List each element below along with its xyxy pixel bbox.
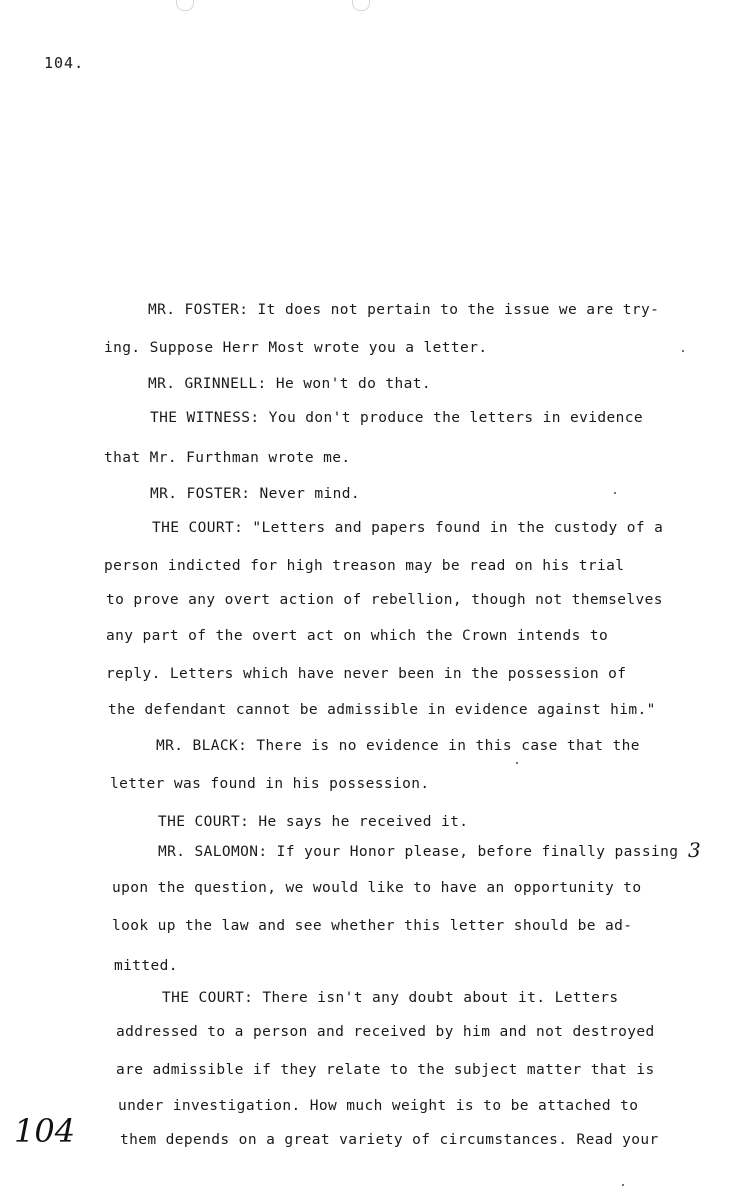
text-line: any part of the overt act on which the Crown intends to xyxy=(106,628,609,644)
text-line: THE COURT: "Letters and papers found in the custody of a xyxy=(152,520,664,536)
text-line: the defendant cannot be admissible in evidence against him." xyxy=(108,702,656,718)
text-line: THE WITNESS: You don't produce the letters in evidence xyxy=(150,410,644,426)
handwritten-page-number: 104 xyxy=(14,1112,76,1150)
text-line: reply. Letters which have never been in the possession of xyxy=(106,666,627,682)
margin-mark: 3 xyxy=(688,838,701,862)
text-line: addressed to a person and received by him and not destroyed xyxy=(116,1024,655,1040)
text-line: THE COURT: He says he received it. xyxy=(158,814,469,830)
text-line: under investigation. How much weight is to be attached to xyxy=(118,1098,639,1114)
punch-hole xyxy=(176,0,194,11)
page-number: 104. xyxy=(44,54,85,72)
text-line: MR. GRINNELL: He won't do that. xyxy=(148,376,432,392)
text-line: ing. Suppose Herr Most wrote you a letter. xyxy=(104,340,488,356)
text-line: MR. BLACK: There is no evidence in this case that the xyxy=(156,738,640,754)
text-line: THE COURT: There isn't any doubt about it. Letters xyxy=(162,990,619,1006)
text-line: are admissible if they relate to the subject matter that is xyxy=(116,1062,655,1078)
text-line: mitted. xyxy=(114,958,178,974)
text-line: look up the law and see whether this letter should be ad- xyxy=(112,918,633,934)
text-line: MR. SALOMON: If your Honor please, before finally passing xyxy=(158,844,679,860)
text-line: person indicted for high treason may be read on his trial xyxy=(104,558,625,574)
text-line: MR. FOSTER: Never mind. xyxy=(150,486,360,502)
text-line: MR. FOSTER: It does not pertain to the issue we are try- xyxy=(148,302,660,318)
ink-speck xyxy=(622,1184,624,1186)
ink-speck xyxy=(614,492,616,494)
text-line: letter was found in his possession. xyxy=(110,776,430,792)
ink-speck xyxy=(682,350,684,352)
text-line: to prove any overt action of rebellion, though not themselves xyxy=(106,592,663,608)
text-line: them depends on a great variety of circumstances. Read your xyxy=(120,1132,659,1148)
ink-speck xyxy=(516,762,518,764)
text-line: that Mr. Furthman wrote me. xyxy=(104,450,351,466)
punch-hole xyxy=(352,0,370,11)
text-line: upon the question, we would like to have an opportunity to xyxy=(112,880,642,896)
